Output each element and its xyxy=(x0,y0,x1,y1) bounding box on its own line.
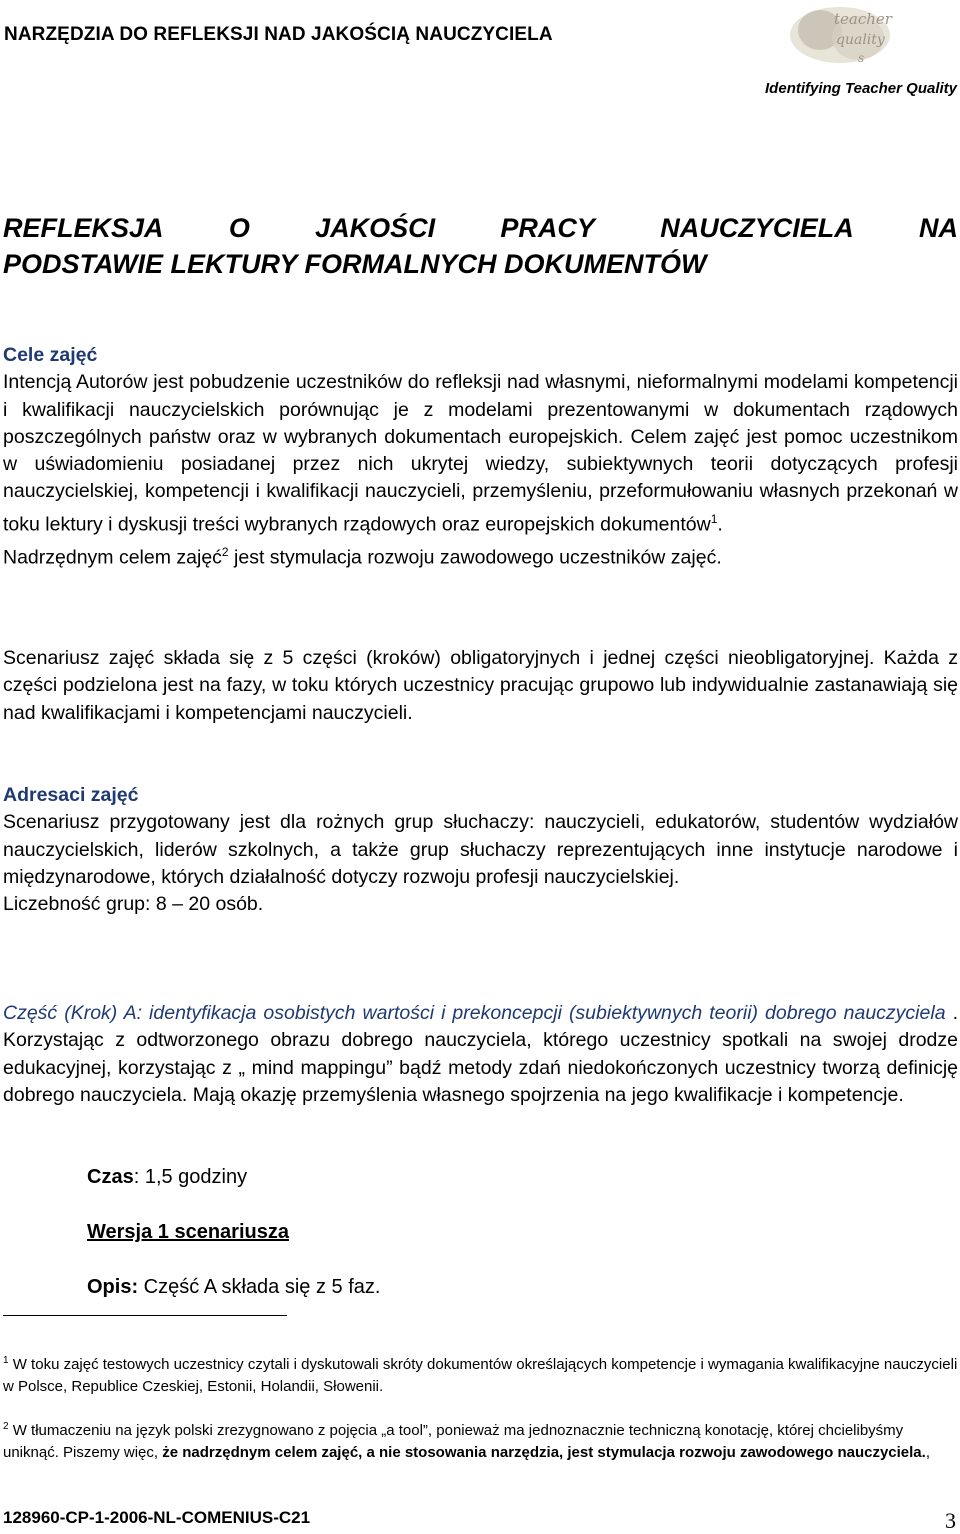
footnote-1: $^1$ W toku zajęć testowych uczestnicy czytali i dyskutowali skróty dokumentów określających kompetencje i wymagania kwalifikacyjne nauczycieli w Polsce, Republice Czeskiej, Estonii, Holandii, Słowenii. xyxy=(3,1355,958,1395)
cele-section xyxy=(3,342,958,571)
title-word: NAUCZYCIELA xyxy=(660,213,854,243)
opis-line: Opis: Część A składa się z 5 faz. xyxy=(87,1276,381,1298)
cele-paragraph-2: Nadrzędnym celem zajęć$^2$ jest stymulacja rozwoju zawodowego uczestników zajęć. xyxy=(3,544,722,569)
logo-word-1: teacher xyxy=(834,10,892,28)
footnote-ref-2[interactable]: 2 xyxy=(221,544,229,559)
title-word: O xyxy=(228,213,250,243)
cele-paragraph-1: Intencją Autorów jest pobudzenie uczestników do refleksji nad własnymi, nieformalnymi modelami kompetencji i kwalifikacji nauczycielskich porównując je z modelami prezentowanymi w dokumentach rządowych poszczególnych państw oraz w wybranych dokumentach europejskich. Celem zajęć jest pomoc uczestnikom w uświadomieniu posiadanej przez nich ukrytej wiedzy, subiektywnych teorii dotyczących profesji nauczycielskiej, kompetencji i kwalifikacji nauczycieli, przemyśleniu, przeformułowaniu własnych przekonań w toku lektury i dyskusji treści wybranych rządowych oraz europejskich dokumentów$^1$. xyxy=(3,371,958,536)
adresaci-paragraph: Scenariusz przygotowany jest dla rożnych grup słuchaczy: nauczycieli, edukatorów, studentów wydziałów nauczycielskich, liderów szkolnych, a także grup słuchaczy reprezentujących inne instytucje narodowe i międzynarodowe, których działalność dotyczy rozwoju profesji nauczycielskiej. xyxy=(3,811,958,888)
footnote-divider xyxy=(3,1315,287,1316)
wersja-heading: Wersja 1 scenariusza xyxy=(87,1221,289,1243)
adresaci-heading: Adresaci zajęć xyxy=(3,784,139,806)
title-word: PRACY xyxy=(500,213,595,243)
footnote-ref-1[interactable]: 1 xyxy=(710,511,718,526)
title-line-1 xyxy=(3,210,958,246)
page-number: 3 xyxy=(945,1508,956,1533)
czesc-a-paragraph: Część (Krok) A: identyfikacja osobistych wartości i prekoncepcji (subiektywnych teorii) dobrego nauczyciela . Korzystając z odtworzonego obrazu dobrego nauczyciela, którego uczestnicy spotkali na swojej drodze edukacyjnej, korzystając z „ mind mappingu” bądź metody zdań niedokończonych uczestnicy tworzą definicję dobrego nauczyciela. Mają okazję przemyślenia własnego spojrzenia na jego kwalifikacje i kompetencje. xyxy=(3,1002,958,1106)
title-word: NA xyxy=(919,213,958,243)
teacher-quality-logo xyxy=(786,4,894,66)
header-subtitle: Identifying Teacher Quality xyxy=(765,80,957,97)
adresaci-section xyxy=(3,782,958,918)
header-title: NARZĘDZIA DO REFLEKSJI NAD JAKOŚCIĄ NAUCZYCIELA xyxy=(4,24,553,45)
title-line-2: PODSTAWIE LEKTURY FORMALNYCH DOKUMENTÓW xyxy=(3,249,707,279)
cele-paragraph-3: Scenariusz zajęć składa się z 5 części (kroków) obligatoryjnych i jednej części nieobligatoryjnej. Każda z części podzielona jest na fazy, w toku których uczestnicy pracując grupowo lub indywidualnie zastanawiają się nad kwalifikacjami i kompetencjami nauczycieli. xyxy=(3,647,958,724)
document-title xyxy=(3,210,958,282)
logo-word-3: s xyxy=(858,51,865,65)
liczebnosc-grup: Liczebność grup: 8 – 20 osób. xyxy=(3,893,264,916)
czesc-a-lead: Część (Krok) A: identyfikacja osobistych wartości i prekoncepcji (subiektywnych teorii) dobrego nauczyciela xyxy=(3,1002,946,1024)
title-word: REFLEKSJA xyxy=(3,213,164,243)
czas-line: Czas: 1,5 godziny xyxy=(87,1166,248,1188)
project-code: 128960-CP-1-2006-NL-COMENIUS-C21 xyxy=(3,1508,311,1527)
logo-word-2: quality xyxy=(836,32,885,48)
cele-heading: Cele zajęć xyxy=(3,344,98,366)
footnote-2: $^2$ W tłumaczeniu na język polski zrezygnowano z pojęcia „a tool”, ponieważ ma jednoznacznie techniczną konotację, której chcielibyśmy uniknąć. Piszemy więc, że nadrzędnym celem zajęć, a nie stosowania narzędzia, jest stymulacja rozwoju zawodowego nauczyciela., xyxy=(3,1421,930,1461)
title-word: JAKOŚCI xyxy=(315,213,436,243)
